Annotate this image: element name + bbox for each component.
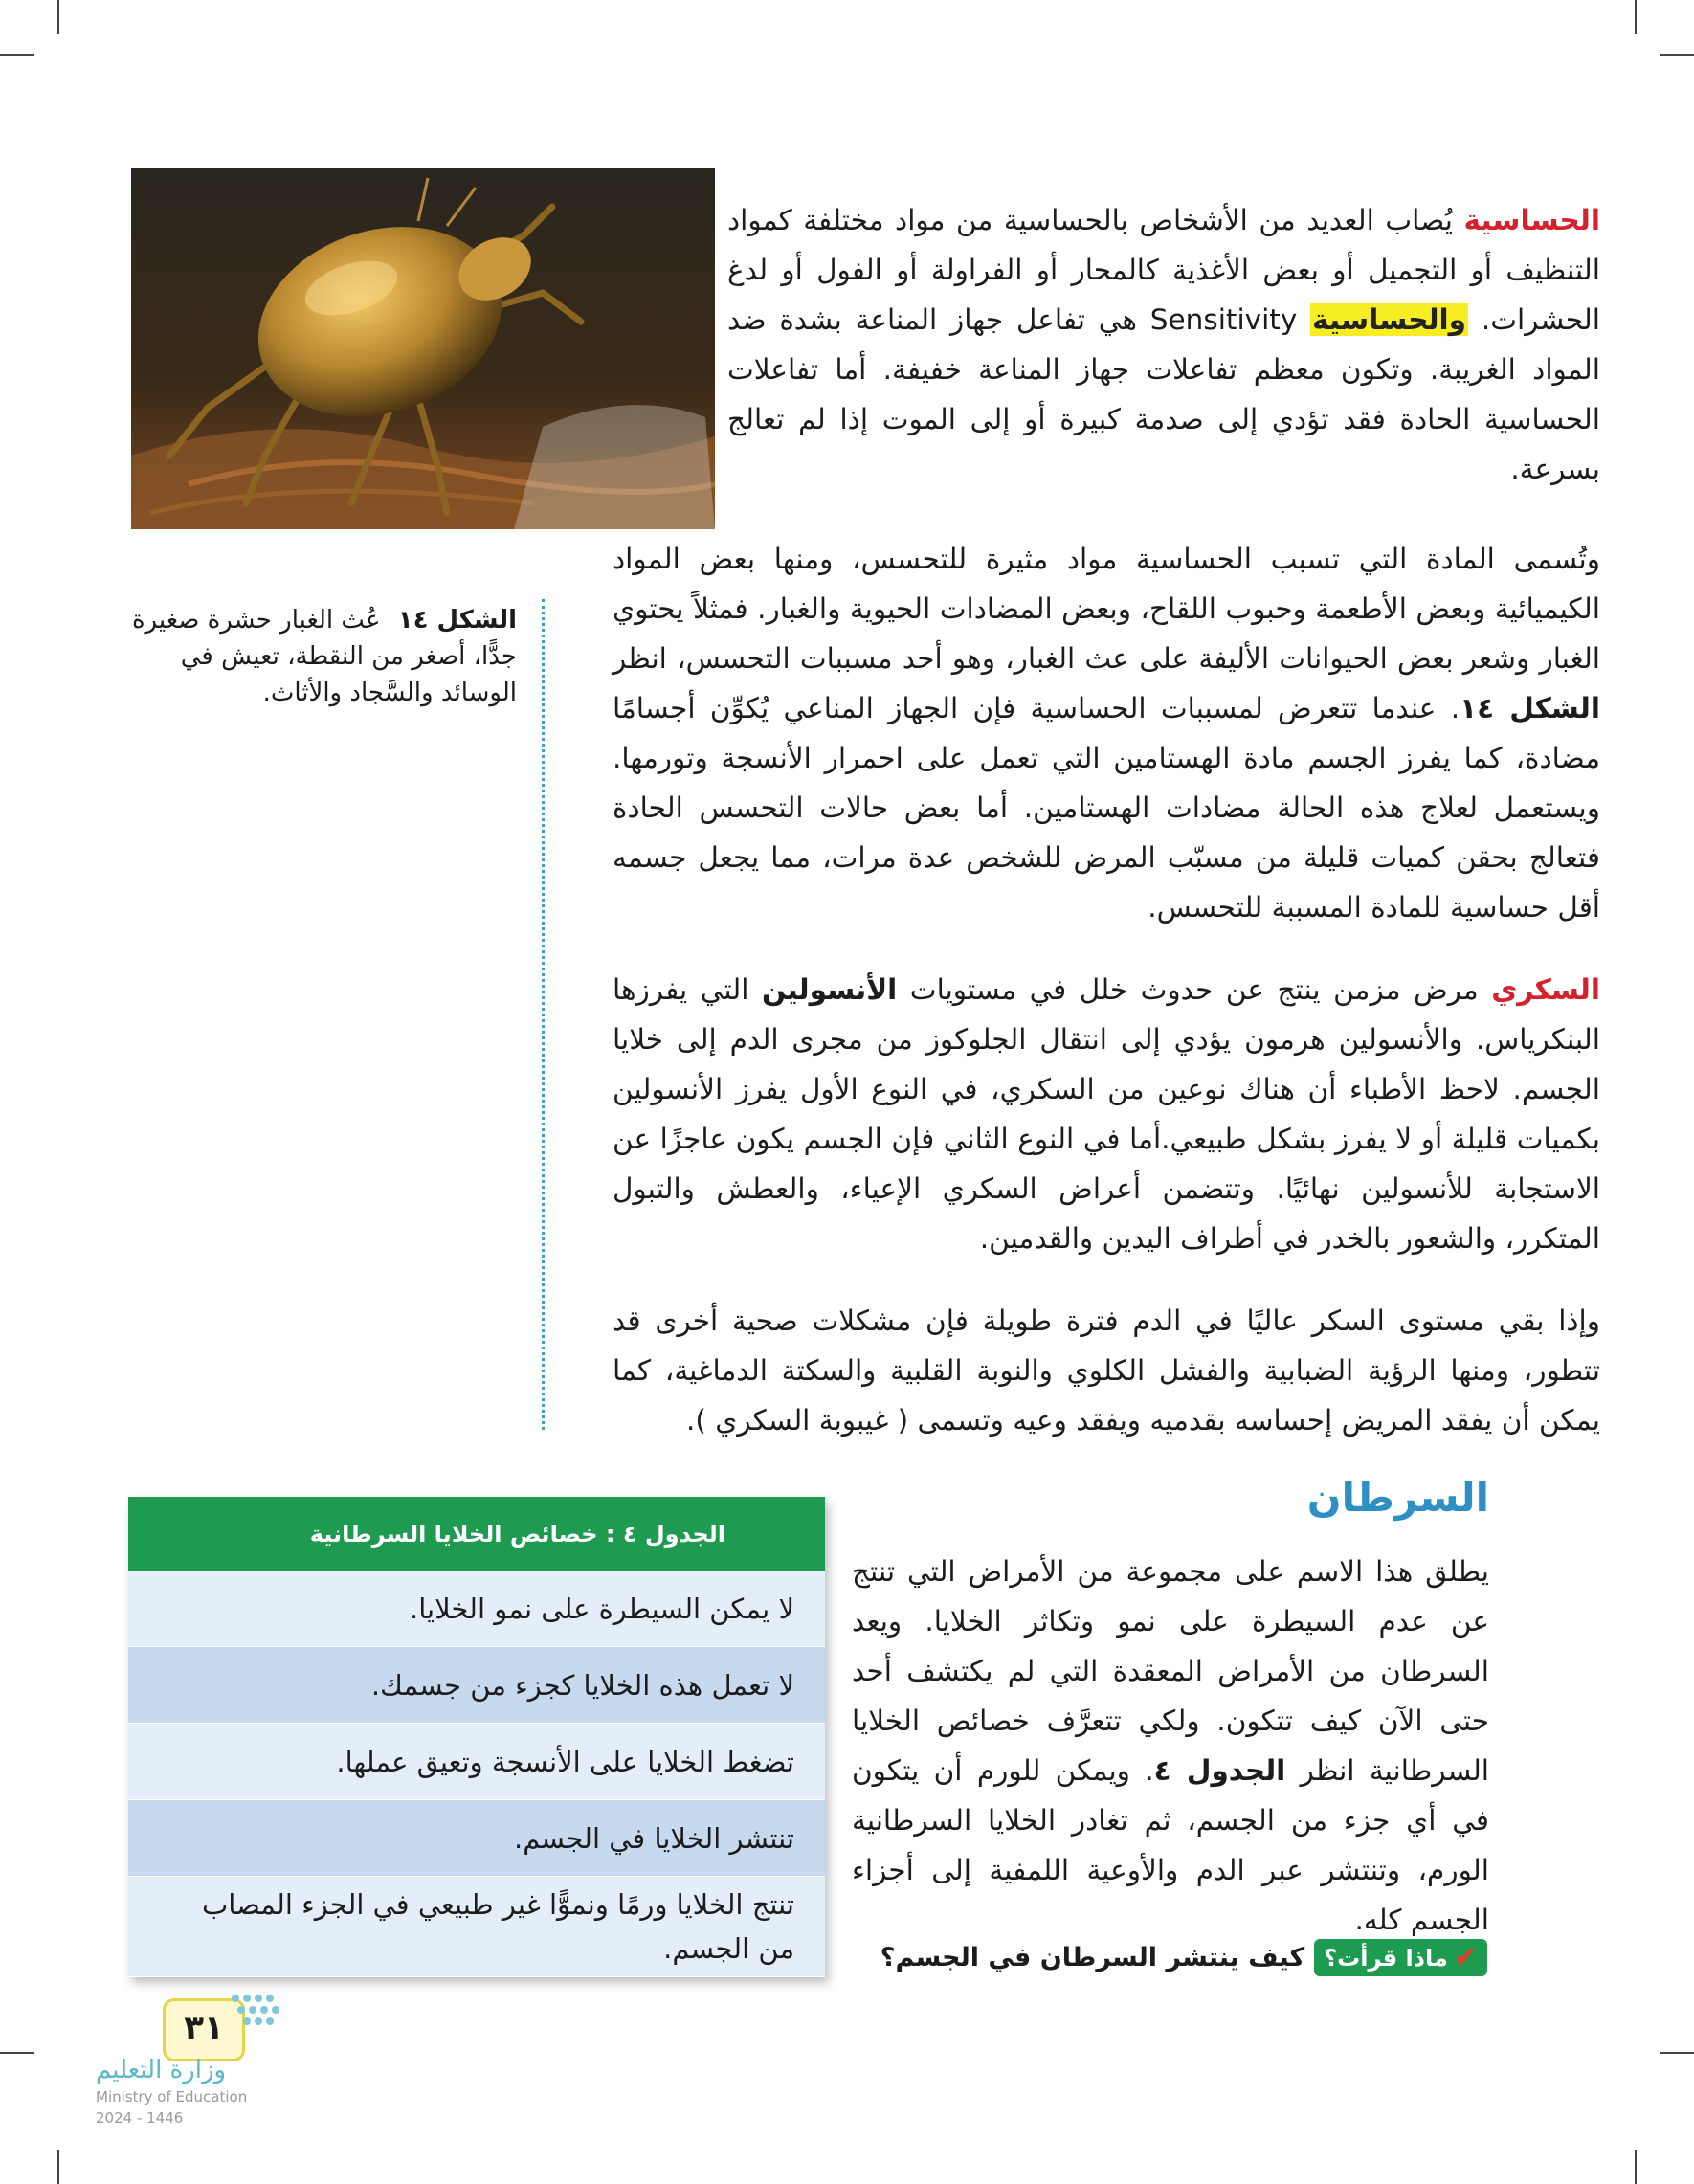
figure-caption (115, 602, 517, 711)
dotted-divider (542, 599, 545, 1430)
table-row: تنتشر الخلايا في الجسم. (128, 1800, 825, 1877)
diabetes-complications-paragraph (613, 1296, 1600, 1445)
allergen-paragraph (613, 534, 1600, 932)
ministry-name-english: Ministry of Education (96, 2088, 248, 2106)
table-row: تنتج الخلايا ورمًا ونموًّا غير طبيعي في الجزء المصاب من الجسم. (128, 1877, 825, 1977)
cancer-cells-table (128, 1497, 825, 1977)
crop-mark (57, 2150, 59, 2184)
allergy-term: الحساسية (1463, 204, 1600, 236)
reading-check-label: ماذا قرأت؟ (1324, 1944, 1448, 1972)
allergy-term-highlight: والحساسية (1312, 303, 1466, 336)
table-row: لا تعمل هذه الخلايا كجزء من جسمك. (128, 1647, 825, 1724)
figure-number: الشكل ١٤ (397, 606, 517, 635)
crop-mark (0, 54, 34, 56)
allergy-text-2: Sensitivity هي تفاعل جهاز المناعة بشدة ضد المواد الغريبة. وتكون معظم تفاعلات جهاز المناعة خفيفة. أما تفاعلات الحساسية الحادة فقد تؤدي إلى صدمة كبيرة أو إلى الموت إذا لم تعالج بسرعة. (727, 303, 1600, 485)
figure-caption-text: عُث الغبار حشرة صغيرة جدًّا، أصغر من النقطة، تعيش في الوسائد والسَّجاد والأثاث. (131, 606, 517, 707)
reading-check (880, 1939, 1487, 1976)
cancer-heading: السرطان (1306, 1474, 1489, 1521)
insulin-term: الأنسولين (761, 973, 898, 1006)
table-row: لا يمكن السيطرة على نمو الخلايا. (128, 1571, 825, 1647)
diabetes-text-3: وإذا بقي مستوى السكر عاليًا في الدم فترة طويلة فإن مشكلات صحية أخرى قد تتطور، ومنها الرؤية الضبابية والفشل الكلوي والنوبة القلبية والسكتة الدماغية، كما يمكن أن يفقد المريض إحساسه بقدميه ويفقد وعيه وتسمى ( غيبوبة السكري ). (613, 1304, 1600, 1437)
table-reference[interactable]: الجدول ٤ (1153, 1754, 1286, 1787)
crop-mark (1635, 2150, 1637, 2184)
figure-reference[interactable]: الشكل ١٤ (1460, 692, 1600, 724)
cancer-paragraph (852, 1547, 1489, 1945)
crop-mark (0, 2052, 34, 2054)
allergy-paragraph (727, 195, 1600, 494)
crop-mark (1635, 0, 1637, 34)
allergy-text-1: يُصاب العديد من الأشخاص بالحساسية من مواد مختلفة كمواد التنظيف أو التجميل أو بعض الأغذية كالمحار أو الفراولة أو الفول أو لدغ الحشرات. (727, 204, 1600, 336)
diabetes-term: السكري (1491, 973, 1600, 1006)
allergen-text-2: . عندما تتعرض لمسببات الحساسية فإن الجهاز المناعي يُكوِّن أجسامًا مضادة، كما يفرز الجسم مادة الهستامين التي تعمل على احمرار الأنسجة وتورمها. ويستعمل لعلاج هذه الحالة مضادات الهستامين. أما بعض حالات التحسس الحادة فتعالج بحقن كميات قليلة من مسبّب المرض للشخص عدة مرات، مما يجعل جسمه أقل حساسية للمادة المسببة للتحسس. (613, 692, 1600, 924)
diabetes-paragraph (613, 965, 1600, 1263)
cancer-text-1: يطلق هذا الاسم على مجموعة من الأمراض التي تنتج عن عدم السيطرة على نمو وتكاثر الخلايا. ويعد السرطان من الأمراض المعقدة التي لم يكتشف أحد حتى الآن كيف تتكون. ولكي تتعرَّف خصائص الخلايا السرطانية انظر (852, 1555, 1490, 1787)
crop-mark (1660, 2052, 1694, 2054)
dust-mite-photo (131, 168, 715, 529)
ministry-logo-icon (226, 1989, 312, 2037)
ministry-name-arabic: وزارة التعليم (96, 2056, 227, 2084)
table-title: الجدول ٤ : خصائص الخلايا السرطانية (128, 1497, 825, 1571)
table-row: تضغط الخلايا على الأنسجة وتعيق عملها. (128, 1724, 825, 1800)
page-number: ٣١ (163, 1998, 245, 2061)
crop-mark (57, 0, 59, 34)
diabetes-text-1: مرض مزمن ينتج عن حدوث خلل في مستويات (897, 973, 1492, 1006)
diabetes-text-2: التي يفرزها البنكرياس. والأنسولين هرمون يؤدي إلى انتقال الجلوكوز من مجرى الدم إلى خلايا الجسم. لاحظ الأطباء أن هناك نوعين من السكري، في النوع الأول يفرز الأنسولين بكميات قليلة أو لا يفرز بشكل طبيعي.أما في النوع الثاني فإن الجسم يكون عاجزًا عن الاستجابة للأنسولين نهائيًا. وتتضمن أعراض السكري الإعياء، والعطش والتبول المتكرر، والشعور بالخدر في أطراف اليدين والقدمين. (613, 973, 1600, 1255)
allergen-text-1: وتُسمى المادة التي تسبب الحساسية مواد مثيرة للتحسس، ومنها بعض المواد الكيميائية وبعض الأطعمة وحبوب اللقاح، وبعض المضادات الحيوية والغبار. فمثلاً يحتوي الغبار وشعر بعض الحيوانات الأليفة على عث الغبار، وهو أحد مسببات التحسس، انظر (613, 543, 1600, 675)
cancer-text-2: . ويمكن للورم أن يتكون في أي جزء من الجسم، ثم تغادر الخلايا السرطانية الورم، وتنتشر عبر الدم والأوعية اللمفية إلى أجزاء الجسم كله. (852, 1754, 1489, 1936)
reading-check-badge (1314, 1939, 1487, 1976)
crop-mark (1660, 54, 1694, 56)
checkmark-icon: ✔ (1453, 1941, 1478, 1974)
reading-check-question: كيف ينتشر السرطان في الجسم؟ (880, 1943, 1305, 1972)
edition-year: 2024 - 1446 (96, 2109, 184, 2127)
